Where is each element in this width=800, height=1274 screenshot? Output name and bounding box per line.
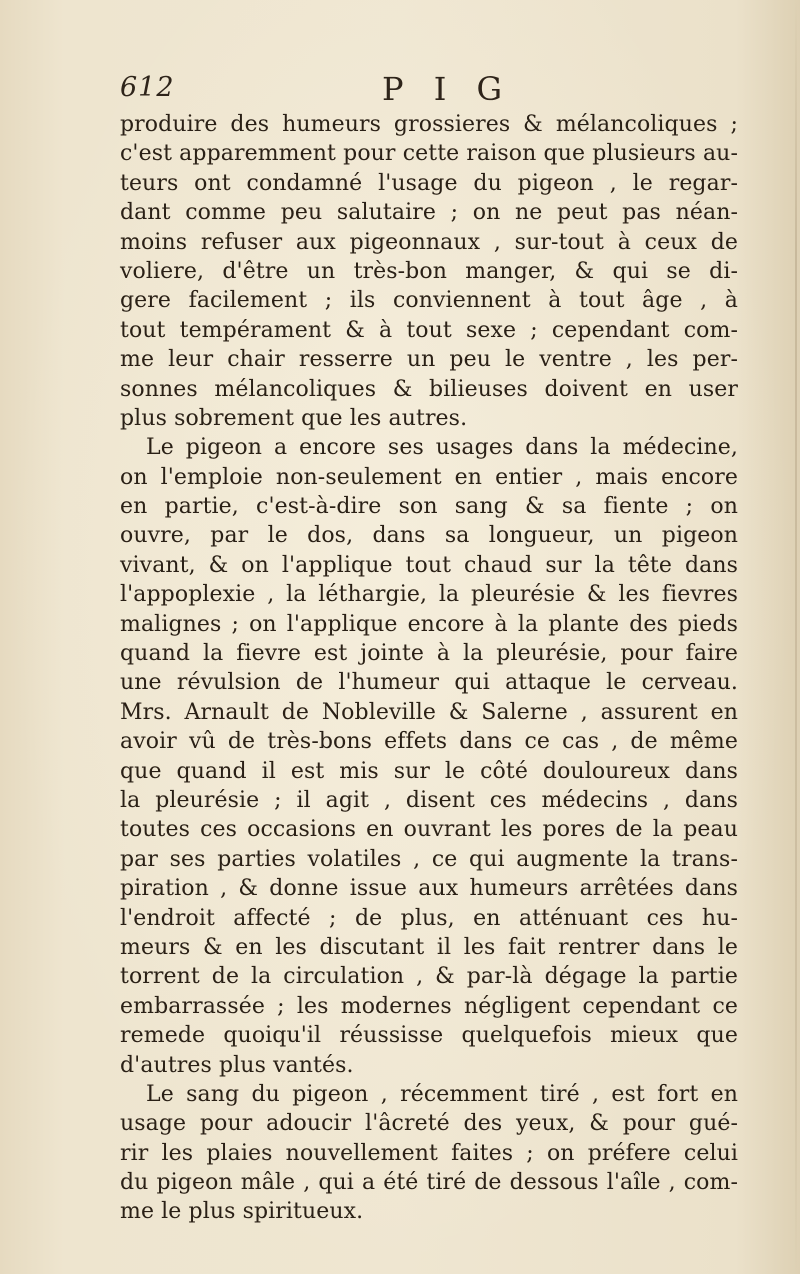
text-line: rir les plaies nouvellement faites ; on préfere celui — [120, 1140, 738, 1166]
text-line: torrent de la circulation , & par-là dégage la partie — [120, 964, 738, 990]
page-number: 612 — [120, 72, 175, 103]
text-line: voliere, d'être un très-bon manger, & qui se di- — [120, 258, 738, 284]
text-line: par ses parties volatiles , ce qui augmente la trans- — [120, 846, 738, 872]
text-line: sonnes mélancoliques & bilieuses doivent en user — [120, 376, 738, 402]
text-line: usage pour adoucir l'âcreté des yeux, & pour gué- — [120, 1111, 738, 1137]
text-line: avoir vû de très-bons effets dans ce cas , de même — [120, 729, 738, 755]
text-line: que quand il est mis sur le côté douloureux dans — [120, 758, 738, 784]
text-line: malignes ; on l'applique encore à la plante des pieds — [120, 611, 738, 637]
text-line: la pleurésie ; il agit , disent ces médecins , dans — [120, 787, 738, 813]
text-line: toutes ces occasions en ouvrant les pores de la peau — [120, 817, 738, 843]
text-line: une révulsion de l'humeur qui attaque le cerveau. — [120, 670, 738, 696]
text-line: remede quoiqu'il réussisse quelquefois mieux que — [120, 1023, 738, 1049]
text-line: ouvre, par le dos, dans sa longueur, un pigeon — [120, 523, 738, 549]
page-edge — [795, 0, 797, 1274]
text-line: c'est apparemment pour cette raison que plusieurs au- — [120, 141, 738, 167]
text-line: d'autres plus vantés. — [120, 1052, 354, 1078]
text-line: moins refuser aux pigeonnaux , sur-tout à ceux de — [120, 229, 738, 255]
text-line: me leur chair resserre un peu le ventre , les per- — [120, 347, 738, 373]
body-text — [120, 110, 738, 1227]
text-line: vivant, & on l'applique tout chaud sur la tête dans — [120, 552, 738, 578]
text-line: Le sang du pigeon , récemment tiré , est fort en — [146, 1081, 738, 1107]
text-line: dant comme peu salutaire ; on ne peut pas néan- — [120, 200, 738, 226]
text-line: produire des humeurs grossieres & mélancoliques ; — [120, 112, 738, 137]
text-line: Mrs. Arnault de Nobleville & Salerne , assurent en — [120, 699, 738, 725]
text-line: tout tempérament & à tout sexe ; cependant com- — [120, 317, 738, 343]
text-line: on l'emploie non-seulement en entier , mais encore — [120, 464, 738, 490]
text-line: l'appoplexie , la léthargie, la pleurésie & les fievres — [120, 582, 738, 608]
text-line: Le pigeon a encore ses usages dans la médecine, — [146, 435, 738, 461]
text-line: du pigeon mâle , qui a été tiré de dessous l'aîle , com- — [120, 1170, 738, 1196]
text-line: embarrassée ; les modernes négligent cependant ce — [120, 993, 738, 1019]
text-line: l'endroit affecté ; de plus, en atténuant ces hu- — [120, 905, 738, 931]
text-line: me le plus spiritueux. — [120, 1199, 364, 1225]
text-line: plus sobrement que les autres. — [120, 405, 468, 431]
text-line: teurs ont condamné l'usage du pigeon , le regar- — [120, 170, 738, 196]
text-line: meurs & en les discutant il les fait rentrer dans le — [120, 934, 738, 960]
text-line: en partie, c'est-à-dire son sang & sa fiente ; on — [120, 494, 738, 520]
text-line: quand la fievre est jointe à la pleurésie, pour faire — [120, 641, 738, 667]
text-line: gere facilement ; ils conviennent à tout âge , à — [120, 288, 738, 314]
running-head: P I G — [382, 70, 513, 108]
text-line: piration , & donne issue aux humeurs arrêtées dans — [120, 876, 738, 902]
